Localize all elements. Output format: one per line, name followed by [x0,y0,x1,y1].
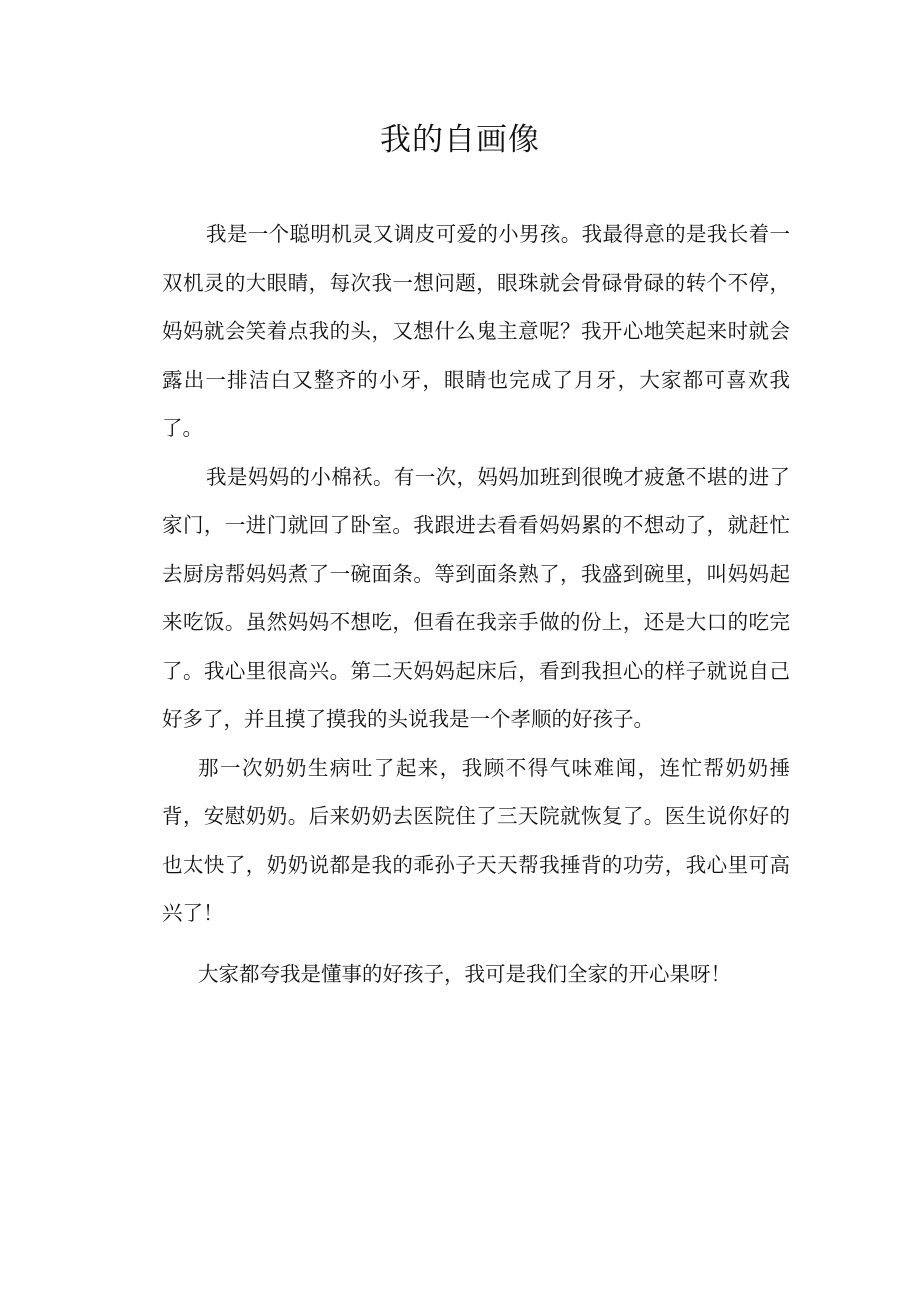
paragraph-1: 我是一个聪明机灵又调皮可爱的小男孩。我最得意的是我长着一双机灵的大眼睛，每次我一想问题，眼珠就会骨碌骨碌的转个不停，妈妈就会笑着点我的头，又想什么鬼主意呢？我开心地笑起来时就会露出一排洁白又整齐的小牙，眼睛也完成了月牙，大家都可喜欢我了。 [162,222,790,440]
document-body [162,210,790,998]
paragraph-2: 我是妈妈的小棉袄。有一次，妈妈加班到很晚才疲惫不堪的进了家门，一进门就回了卧室。我跟进去看看妈妈累的不想动了，就赶忙去厨房帮妈妈煮了一碗面条。等到面条熟了，我盛到碗里，叫妈妈起来吃饭。虽然妈妈不想吃，但看在我亲手做的份上，还是大口的吃完了。我心里很高兴。第二天妈妈起床后，看到我担心的样子就说自己好多了，并且摸了摸我的头说我是一个孝顺的好孩子。 [162,464,790,731]
paragraph-3: 那一次奶奶生病吐了起来，我顾不得气味难闻，连忙帮奶奶捶背，安慰奶奶。后来奶奶去医院住了三天院就恢复了。医生说你好的也太快了，奶奶说都是我的乖孙子天天帮我捶背的功劳，我心里可高兴了！ [162,755,790,925]
paragraph-4: 大家都夸我是懂事的好孩子，我可是我们全家的开心果呀！ [198,961,731,986]
document-title: 我的自画像 [380,122,540,158]
